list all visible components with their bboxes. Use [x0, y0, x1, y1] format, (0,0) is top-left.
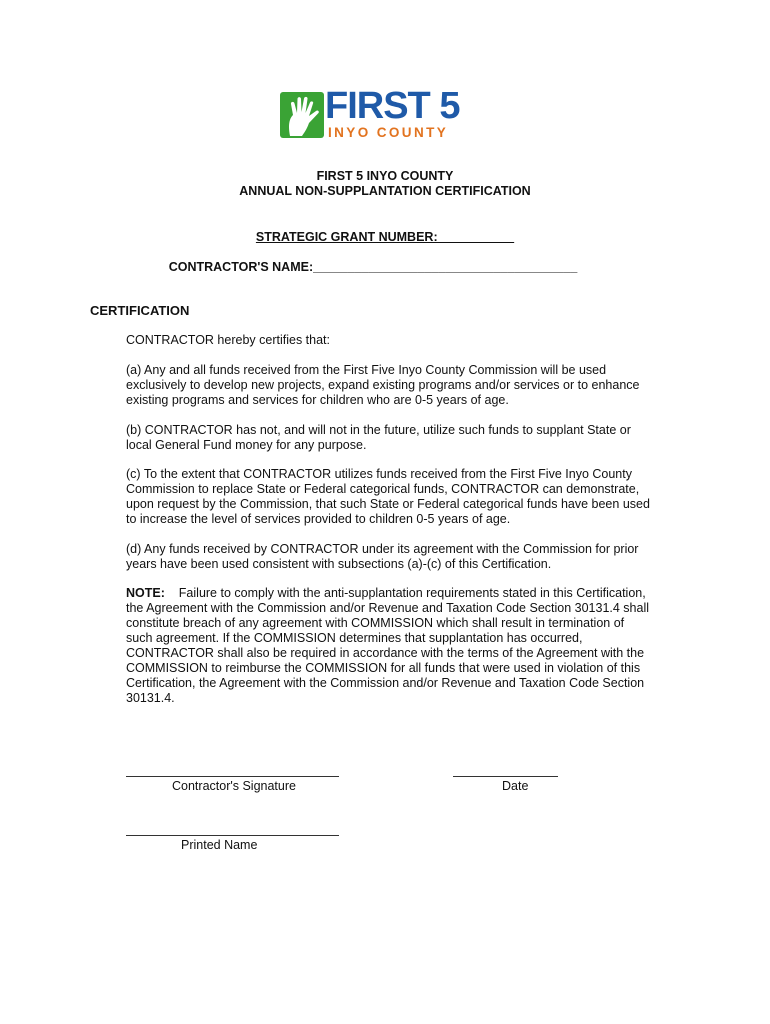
contractor-signature-line[interactable] [126, 776, 339, 777]
printed-name-line[interactable] [126, 835, 339, 836]
date-line[interactable] [453, 776, 558, 777]
date-label: Date [502, 779, 529, 793]
logo-county-text: INYO COUNTY [328, 125, 449, 140]
note-label: NOTE: [126, 586, 165, 600]
hand-logo-icon [280, 92, 324, 138]
contractor-name-field[interactable]: CONTRACTOR'S NAME:______________________________________ [168, 260, 578, 274]
printed-name-label: Printed Name [181, 838, 258, 852]
contractor-signature-label: Contractor's Signature [172, 779, 296, 793]
logo-first5-text: FIRST 5 [325, 85, 460, 127]
first5-logo [280, 85, 460, 142]
item-c-text: (c) To the extent that CONTRACTOR utilizes funds received from the First Five Inyo County Commission to replace State or Federal categorical funds, CONTRACTOR can demonstrate, upon request by the Commission, that such State or Federal categorical funds have been used to increase the level of services provided to children 0-5 years of age. [126, 467, 650, 526]
grant-number-field[interactable]: STRATEGIC GRANT NUMBER:___________ [255, 230, 515, 244]
note-paragraph [126, 586, 651, 706]
certification-heading: CERTIFICATION [90, 303, 190, 318]
note-text: Failure to comply with the anti-supplantation requirements stated in this Certification, the Agreement with the Commission and/or Revenue and Taxation Code Section 30131.4 shall constitute breach of any agreement with COMMISSION which shall result in termination of such agreement. If the COMMISSION determines that supplantation has occurred, CONTRACTOR shall also be required in accordance with the terms of the Agreement with the COMMISSION to reimburse the COMMISSION for all funds that were used in violation of this Certification, the Agreement with the Commission and/or Revenue and Taxation Code Section 30131.4. [126, 586, 650, 705]
intro-text: CONTRACTOR hereby certifies that: [126, 333, 330, 347]
item-b-text: (b) CONTRACTOR has not, and will not in the future, utilize such funds to supplant State or local General Fund money for any purpose. [126, 423, 631, 452]
item-a-text: (a) Any and all funds received from the First Five Inyo County Commission will be used exclusively to develop new projects, expand existing programs and/or services or to enhance existing programs and services for children who are 0-5 years of age. [126, 363, 640, 407]
organization-title: FIRST 5 INYO COUNTY [316, 169, 454, 183]
document-title: ANNUAL NON-SUPPLANTATION CERTIFICATION [239, 184, 531, 198]
item-d-text: (d) Any funds received by CONTRACTOR under its agreement with the Commission for prior years have been used consistent with subsections (a)-(c) of this Certification. [126, 542, 639, 571]
